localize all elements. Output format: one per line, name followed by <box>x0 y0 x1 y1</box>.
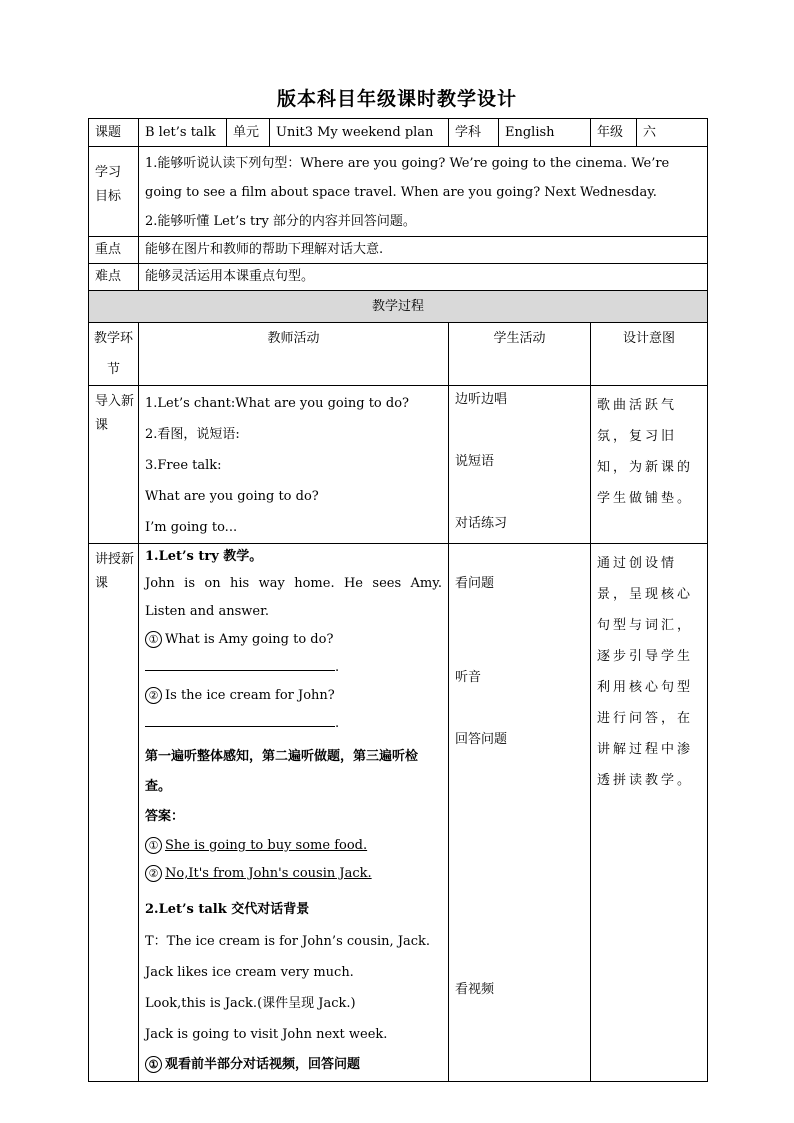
grade-value: 六 <box>637 119 708 147</box>
circle-number: ① <box>145 631 162 648</box>
subject-label: 学科 <box>449 119 499 147</box>
talk-line: T：The ice cream is for John’s cousin, Jack. <box>145 934 431 949</box>
grade-label: 年级 <box>591 119 637 147</box>
answer-2 <box>145 860 442 888</box>
blank-dot: . <box>335 660 340 675</box>
unit-label: 单元 <box>227 119 270 147</box>
answer-2-text: No,It's from John's cousin Jack. <box>165 866 372 881</box>
key-point-label: 重点 <box>89 237 139 264</box>
question-2 <box>145 682 442 710</box>
answer-blank <box>145 710 442 738</box>
listen-note: 第一遍听整体感知，第二遍听做题，第三遍听检查。 <box>145 749 419 794</box>
blank-dot: . <box>335 716 340 731</box>
try-context: John is on his way home. He sees Amy. Listen and answer. <box>145 576 442 619</box>
answer-1 <box>145 832 442 860</box>
circle-number: ① <box>145 837 162 854</box>
objectives-label <box>89 147 139 237</box>
new-student-line: 看视频 <box>455 982 495 997</box>
talk-title: 2.Let’s talk 交代对话背景 <box>145 902 310 917</box>
new-stage: 讲授新课 <box>89 544 139 1082</box>
intro-student-line: 边听边唱 <box>455 392 508 407</box>
intro-intent: 歌曲活跃气氛，复习旧知，为新课的学生做铺垫。 <box>591 386 708 544</box>
circle-number: ② <box>145 865 162 882</box>
intro-student <box>449 386 591 544</box>
intro-stage: 导入新课 <box>89 386 139 544</box>
intro-student-line: 对话练习 <box>455 516 508 531</box>
intro-student-line: 说短语 <box>455 454 495 469</box>
process-title: 教学过程 <box>89 291 708 323</box>
question-2-text: Is the ice cream for John? <box>165 688 335 703</box>
col-teacher: 教师活动 <box>139 323 449 386</box>
intro-teacher-line: 2.看图，说短语: <box>145 427 240 442</box>
circle-number: ② <box>145 687 162 704</box>
intro-teacher-line: I’m going to... <box>145 520 238 535</box>
intro-teacher-line: 3.Free talk: <box>145 458 222 473</box>
watch-text: 观看前半部分对话视频，回答问题 <box>165 1057 361 1072</box>
col-stage: 教学环节 <box>89 323 139 386</box>
objective-line: 1.能够听说认读下列句型：Where are you going? We’re going to the cinema. We’re <box>145 156 670 171</box>
objectives-label-1: 学习 <box>95 165 122 180</box>
intro-teacher-line: What are you going to do? <box>145 489 319 504</box>
talk-line: Look,this is Jack.(课件呈现 Jack.) <box>145 996 356 1011</box>
new-student-line: 回答问题 <box>455 732 508 747</box>
difficulty-text: 能够灵活运用本课重点句型。 <box>139 264 708 291</box>
blank-line <box>145 712 335 727</box>
new-teacher <box>139 544 449 1082</box>
intro-teacher-line: 1.Let’s chant:What are you going to do? <box>145 396 410 411</box>
intro-teacher <box>139 386 449 544</box>
answer-blank <box>145 654 442 682</box>
new-intent: 通过创设情景，呈现核心句型与词汇，逐步引导学生利用核心句型进行问答，在讲解过程中渗透拼读教学。 <box>591 544 708 1082</box>
try-title: 1.Let’s try 教学。 <box>145 549 263 564</box>
talk-line: Jack likes ice cream very much. <box>145 965 354 980</box>
answer-1-text: She is going to buy some food. <box>165 838 368 853</box>
talk-line: Jack is going to visit John next week. <box>145 1027 388 1042</box>
objective-line: 2.能够听懂 Let’s try 部分的内容并回答问题。 <box>145 214 416 229</box>
circle-number: ① <box>145 1056 162 1073</box>
blank-line <box>145 656 335 671</box>
question-1 <box>145 626 442 654</box>
page-title: 版本科目年级课时教学设计 <box>276 88 517 110</box>
objectives-content <box>139 147 708 237</box>
new-student <box>449 544 591 1082</box>
new-student-line: 看问题 <box>455 576 495 591</box>
objectives-label-2: 目标 <box>95 189 122 204</box>
lesson-label: 课题 <box>89 119 139 147</box>
new-student-line: 听音 <box>455 670 482 685</box>
subject-value: English <box>499 119 591 147</box>
key-point-text: 能够在图片和教师的帮助下理解对话大意. <box>139 237 708 264</box>
lesson-value: B let’s talk <box>139 119 227 147</box>
watch-line <box>145 1050 442 1079</box>
objective-line: going to see a film about space travel. When are you going? Next Wednesday. <box>145 185 657 200</box>
difficulty-label: 难点 <box>89 264 139 291</box>
question-1-text: What is Amy going to do? <box>165 632 334 647</box>
col-student: 学生活动 <box>449 323 591 386</box>
lesson-plan-table <box>88 118 708 1082</box>
unit-value: Unit3 My weekend plan <box>270 119 449 147</box>
col-intent: 设计意图 <box>591 323 708 386</box>
answer-label: 答案： <box>145 809 185 824</box>
